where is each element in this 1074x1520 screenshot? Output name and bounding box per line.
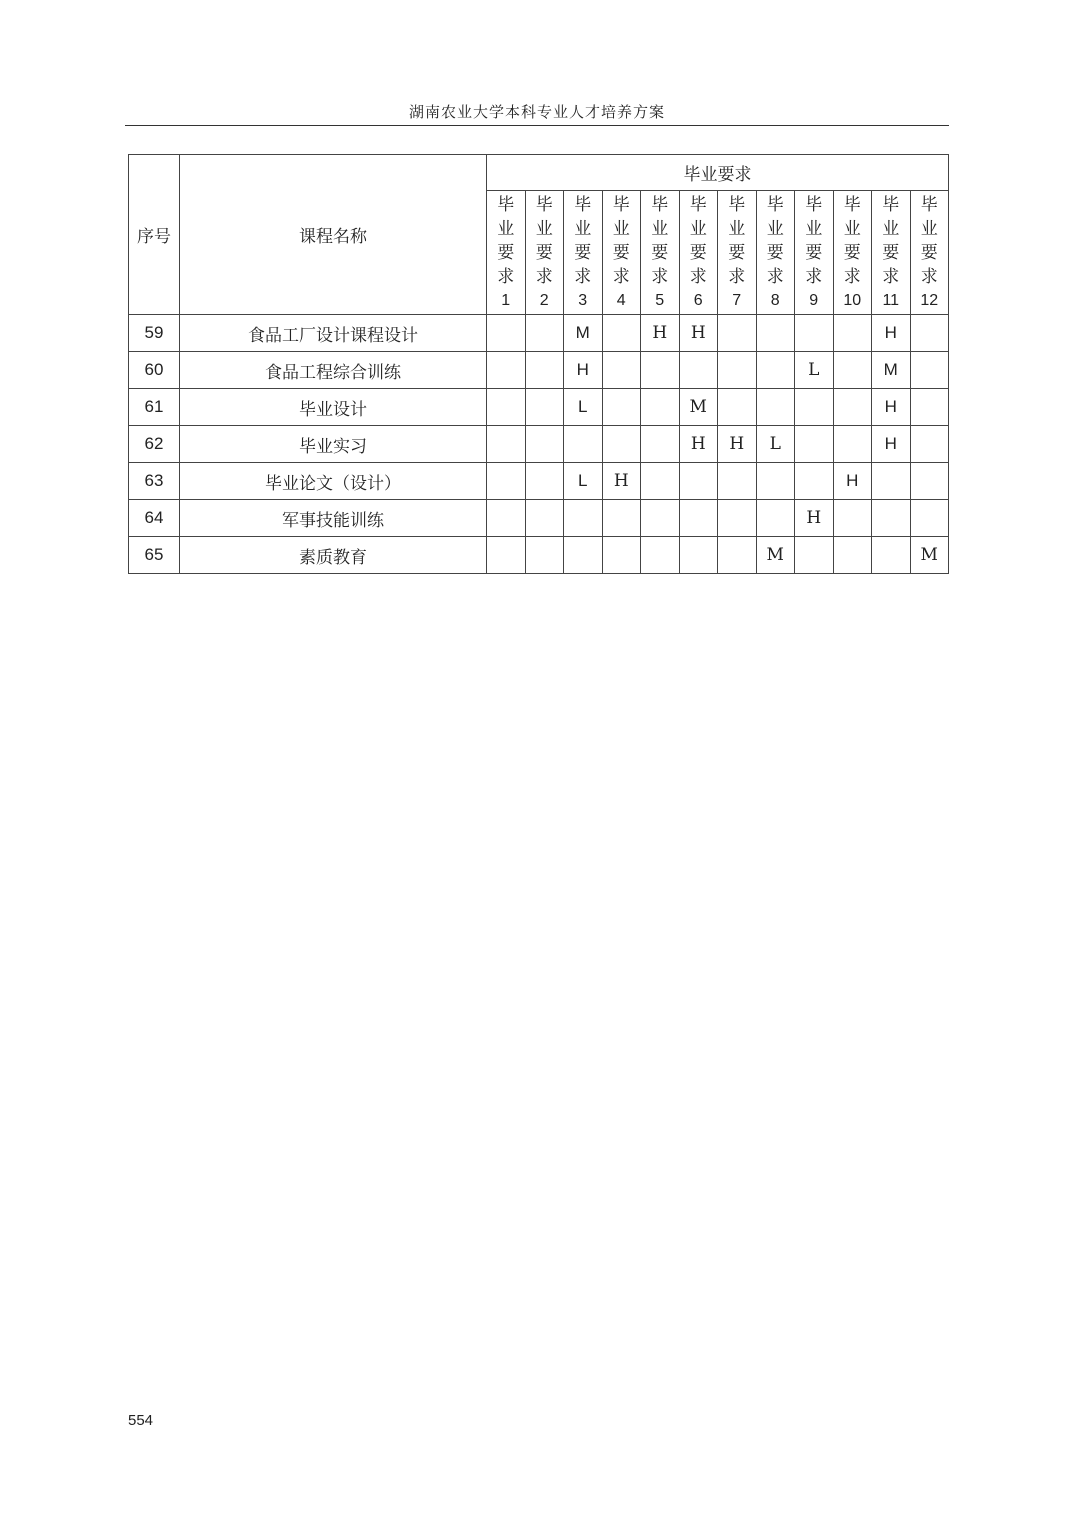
- support-level-cell: H: [679, 315, 718, 352]
- requirement-label-char: 要: [497, 242, 515, 263]
- header-requirement-8: [756, 191, 795, 315]
- requirement-label-char: 业: [920, 218, 938, 239]
- support-level-cell: [872, 537, 911, 574]
- requirement-label-char: 求: [766, 266, 784, 287]
- support-level-cell: [602, 352, 641, 389]
- header-course-name: 课程名称: [180, 155, 487, 315]
- support-level-cell: M: [564, 315, 603, 352]
- requirement-label-char: 求: [805, 266, 823, 287]
- requirement-label-char: 业: [497, 218, 515, 239]
- requirement-label-char: 要: [805, 242, 823, 263]
- support-level-cell: [564, 500, 603, 537]
- requirement-label-char: 毕: [728, 194, 746, 215]
- requirement-label-char: 要: [535, 242, 553, 263]
- support-level-cell: [487, 352, 526, 389]
- header-requirement-12: [910, 191, 949, 315]
- header-requirement-5: [641, 191, 680, 315]
- requirement-number: 12: [920, 291, 939, 309]
- requirement-label-char: 业: [728, 218, 746, 239]
- support-level-cell: [602, 537, 641, 574]
- requirement-label-char: 业: [651, 218, 669, 239]
- table-row: [129, 352, 949, 389]
- support-level-cell: H: [641, 315, 680, 352]
- requirement-label-char: 要: [574, 242, 592, 263]
- requirement-label-char: 毕: [574, 194, 592, 215]
- row-seq: 63: [129, 463, 180, 500]
- support-level-cell: [641, 463, 680, 500]
- support-level-cell: [679, 352, 718, 389]
- support-level-cell: [525, 389, 564, 426]
- requirement-number: 1: [501, 291, 511, 309]
- requirement-label-char: 毕: [843, 194, 861, 215]
- support-level-cell: M: [872, 352, 911, 389]
- support-level-cell: [795, 537, 834, 574]
- requirement-number: 11: [882, 291, 900, 309]
- requirement-label-char: 要: [651, 242, 669, 263]
- row-seq: 59: [129, 315, 180, 352]
- support-level-cell: [795, 389, 834, 426]
- support-level-cell: [564, 537, 603, 574]
- requirement-label-char: 求: [689, 266, 707, 287]
- header-requirement-3: [564, 191, 603, 315]
- requirement-label-char: 业: [843, 218, 861, 239]
- support-level-cell: [756, 315, 795, 352]
- requirement-label-char: 求: [651, 266, 669, 287]
- support-level-cell: [795, 315, 834, 352]
- support-level-cell: [564, 426, 603, 463]
- requirement-label-char: 毕: [805, 194, 823, 215]
- requirement-label-char: 要: [766, 242, 784, 263]
- requirement-label-char: 业: [574, 218, 592, 239]
- support-level-cell: [602, 426, 641, 463]
- requirement-number: 3: [578, 291, 588, 309]
- requirement-label-char: 毕: [689, 194, 707, 215]
- support-level-cell: [525, 315, 564, 352]
- support-level-cell: [525, 352, 564, 389]
- support-level-cell: [602, 389, 641, 426]
- support-level-cell: [910, 352, 949, 389]
- support-level-cell: [756, 500, 795, 537]
- support-level-cell: [487, 537, 526, 574]
- requirement-label-char: 业: [612, 218, 630, 239]
- header-graduation-requirements: 毕业要求: [487, 155, 949, 191]
- support-level-cell: [910, 389, 949, 426]
- support-level-cell: [833, 537, 872, 574]
- table-body: [129, 315, 949, 574]
- requirement-number: 9: [809, 291, 819, 309]
- row-course-name: 军事技能训练: [180, 500, 487, 537]
- requirement-label-char: 求: [920, 266, 938, 287]
- support-level-cell: [641, 537, 680, 574]
- row-seq: 62: [129, 426, 180, 463]
- support-level-cell: [756, 352, 795, 389]
- requirement-number: 7: [732, 291, 742, 309]
- requirement-label-char: 要: [920, 242, 938, 263]
- row-seq: 65: [129, 537, 180, 574]
- requirement-label-char: 毕: [651, 194, 669, 215]
- support-level-cell: H: [795, 500, 834, 537]
- header-requirement-11: [872, 191, 911, 315]
- header-requirement-6: [679, 191, 718, 315]
- row-course-name: 毕业实习: [180, 426, 487, 463]
- requirement-label-char: 业: [689, 218, 707, 239]
- support-level-cell: [718, 352, 757, 389]
- requirement-label-char: 毕: [882, 194, 900, 215]
- table-header-row: [129, 155, 949, 191]
- header-requirement-10: [833, 191, 872, 315]
- support-level-cell: [602, 500, 641, 537]
- requirement-label-char: 要: [843, 242, 861, 263]
- support-level-cell: [833, 500, 872, 537]
- support-level-cell: [525, 537, 564, 574]
- support-level-cell: [756, 389, 795, 426]
- support-level-cell: H: [872, 426, 911, 463]
- support-level-cell: H: [718, 426, 757, 463]
- support-level-cell: [756, 463, 795, 500]
- row-course-name: 素质教育: [180, 537, 487, 574]
- support-level-cell: [487, 500, 526, 537]
- table-row: [129, 537, 949, 574]
- row-course-name: 毕业论文（设计）: [180, 463, 487, 500]
- support-level-cell: [910, 500, 949, 537]
- support-level-cell: L: [564, 463, 603, 500]
- support-level-cell: [833, 315, 872, 352]
- support-level-cell: [718, 463, 757, 500]
- support-level-cell: [679, 463, 718, 500]
- support-level-cell: [525, 463, 564, 500]
- header-seq: 序号: [129, 155, 180, 315]
- row-seq: 60: [129, 352, 180, 389]
- requirement-number: 8: [770, 291, 780, 309]
- requirement-label-char: 业: [766, 218, 784, 239]
- requirement-label-char: 求: [535, 266, 553, 287]
- support-level-cell: [795, 463, 834, 500]
- support-level-cell: M: [910, 537, 949, 574]
- support-level-cell: [718, 537, 757, 574]
- support-level-cell: [718, 500, 757, 537]
- support-level-cell: [641, 426, 680, 463]
- header-requirement-9: [795, 191, 834, 315]
- support-level-cell: H: [872, 389, 911, 426]
- support-level-cell: [833, 426, 872, 463]
- requirement-label-char: 求: [612, 266, 630, 287]
- support-level-cell: H: [872, 315, 911, 352]
- support-level-cell: [795, 426, 834, 463]
- table-row: [129, 500, 949, 537]
- table-row: [129, 315, 949, 352]
- requirement-label-char: 毕: [497, 194, 515, 215]
- requirement-label-char: 业: [882, 218, 900, 239]
- header-requirement-2: [525, 191, 564, 315]
- support-level-cell: [525, 500, 564, 537]
- requirement-label-char: 要: [728, 242, 746, 263]
- requirement-label-char: 求: [843, 266, 861, 287]
- requirement-label-char: 求: [728, 266, 746, 287]
- row-course-name: 毕业设计: [180, 389, 487, 426]
- requirement-label-char: 业: [535, 218, 553, 239]
- requirement-label-char: 求: [882, 266, 900, 287]
- support-level-cell: [833, 389, 872, 426]
- requirement-label-char: 毕: [920, 194, 938, 215]
- header-requirement-1: [487, 191, 526, 315]
- requirement-label-char: 业: [805, 218, 823, 239]
- row-course-name: 食品工程综合训练: [180, 352, 487, 389]
- support-level-cell: H: [833, 463, 872, 500]
- requirement-label-char: 毕: [766, 194, 784, 215]
- header-requirement-4: [602, 191, 641, 315]
- support-level-cell: H: [679, 426, 718, 463]
- requirement-label-char: 求: [574, 266, 592, 287]
- row-seq: 64: [129, 500, 180, 537]
- support-level-cell: [718, 315, 757, 352]
- table-row: [129, 463, 949, 500]
- support-level-cell: [602, 315, 641, 352]
- requirements-matrix-table: [128, 154, 949, 574]
- support-level-cell: [641, 352, 680, 389]
- requirement-label-char: 要: [882, 242, 900, 263]
- support-level-cell: [910, 463, 949, 500]
- support-level-cell: [872, 500, 911, 537]
- page-header: [125, 100, 949, 126]
- requirement-label-char: 要: [689, 242, 707, 263]
- page-number: 554: [128, 1412, 154, 1429]
- requirement-number: 6: [693, 291, 703, 309]
- row-course-name: 食品工厂设计课程设计: [180, 315, 487, 352]
- requirement-number: 10: [843, 291, 862, 309]
- support-level-cell: [872, 463, 911, 500]
- table-row: [129, 389, 949, 426]
- support-level-cell: [487, 389, 526, 426]
- table-row: [129, 426, 949, 463]
- support-level-cell: [910, 426, 949, 463]
- support-level-cell: [487, 315, 526, 352]
- support-level-cell: L: [564, 389, 603, 426]
- support-level-cell: L: [795, 352, 834, 389]
- requirement-label-char: 求: [497, 266, 515, 287]
- support-level-cell: L: [756, 426, 795, 463]
- requirement-label-char: 要: [612, 242, 630, 263]
- support-level-cell: [641, 500, 680, 537]
- requirement-number: 4: [616, 291, 626, 309]
- support-level-cell: H: [602, 463, 641, 500]
- row-seq: 61: [129, 389, 180, 426]
- support-level-cell: [679, 500, 718, 537]
- support-level-cell: [641, 389, 680, 426]
- support-level-cell: [833, 352, 872, 389]
- document-title: 湖南农业大学本科专业人才培养方案: [408, 103, 665, 121]
- support-level-cell: H: [564, 352, 603, 389]
- support-level-cell: M: [756, 537, 795, 574]
- header-requirement-7: [718, 191, 757, 315]
- support-level-cell: [679, 537, 718, 574]
- support-level-cell: [910, 315, 949, 352]
- requirement-label-char: 毕: [612, 194, 630, 215]
- requirement-number: 2: [539, 291, 549, 309]
- support-level-cell: [487, 463, 526, 500]
- support-level-cell: M: [679, 389, 718, 426]
- support-level-cell: [718, 389, 757, 426]
- requirement-label-char: 毕: [535, 194, 553, 215]
- requirement-number: 5: [655, 291, 665, 309]
- support-level-cell: [487, 426, 526, 463]
- support-level-cell: [525, 426, 564, 463]
